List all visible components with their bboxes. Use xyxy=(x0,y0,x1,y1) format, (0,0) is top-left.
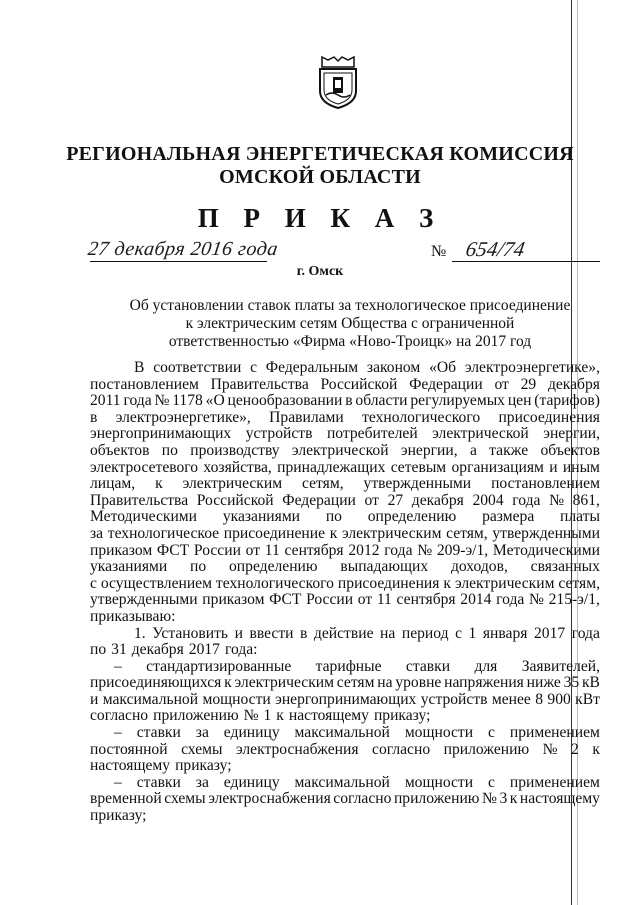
subject-line: ответственностью «Фирма «Ново-Троицк» на 2017 год xyxy=(168,333,532,350)
body-text-line: постановлением Правительства Российской Федерации от 29 декабря xyxy=(90,375,600,393)
number-underline xyxy=(452,261,600,262)
body-text-line: лицам, к электрическим сетям, утвержденными постановлением xyxy=(90,475,600,493)
body-text-line: энергопринимающих устройств потребителей электрической энергии, xyxy=(90,425,600,443)
body-text-line: приказу; xyxy=(90,807,147,825)
body-text-line: Методическими указаниями по определению размера платы xyxy=(90,508,600,526)
subject-line: Об установлении ставок платы за технологическое присоединение xyxy=(129,297,571,314)
body-text-line: – ставки за единицу максимальной мощности с применением xyxy=(114,773,600,791)
coat-of-arms-icon xyxy=(316,55,360,110)
body-text-line: – ставки за единицу максимальной мощности с применением xyxy=(114,724,600,742)
organization-name-line-1: РЕГИОНАЛЬНАЯ ЭНЕРГЕТИЧЕСКАЯ КОМИССИЯ xyxy=(66,143,574,165)
body-text-line: постоянной схемы электроснабжения согласно приложению № 2 к xyxy=(90,740,600,758)
body-text-line: по 31 декабря 2017 года: xyxy=(90,641,258,659)
city: г. Омск xyxy=(296,264,344,279)
order-subject xyxy=(0,297,640,351)
date-underline xyxy=(90,261,267,262)
body-text-line: согласно приложению № 1 к настоящему приказу; xyxy=(90,707,431,725)
body-text-line: 1. Установить и ввести в действие на период с 1 января 2017 года xyxy=(134,624,600,642)
body-text-line: 2011 года № 1178 «О ценообразовании в области регулируемых цен (тарифов) xyxy=(90,392,600,410)
body-text-line: в электроэнергетике», Правилами технологического присоединения xyxy=(90,408,600,426)
organization-name-line-2: ОМСКОЙ ОБЛАСТИ xyxy=(219,166,421,188)
subject-line: к электрическим сетям Общества с ограниченной xyxy=(185,315,515,332)
body-text-line: – стандартизированные тарифные ставки для Заявителей, xyxy=(114,657,600,675)
order-number-handwritten: 654/74 xyxy=(463,237,527,261)
body-text-line: утвержденными приказом ФСТ России от 11 сентября 2014 года № 215-э/1, xyxy=(90,591,600,609)
body-text-line: присоединяющихся к электрическим сетям на уровне напряжения ниже 35 кВ xyxy=(90,674,600,692)
order-date-handwritten: 27 декабря 2016 года xyxy=(86,238,280,260)
body-text-line: приказом ФСТ России от 11 сентября 2012 года № 209-э/1, Методическими xyxy=(90,541,600,559)
body-text-line: временной схемы электроснабжения согласно приложению № 3 к настоящему xyxy=(90,790,600,808)
body-text-line: приказываю: xyxy=(90,607,176,625)
number-sign: № xyxy=(431,243,447,260)
body-text-line: за технологическое присоединение к электрическим сетям, утвержденными xyxy=(90,524,600,542)
body-text-line: с осуществлением технологического присоединения к электрическим сетям, xyxy=(90,574,600,592)
body-text-line: настоящему приказу; xyxy=(90,757,232,775)
body-text-line: и максимальной мощности энергопринимающих устройств менее 8 900 кВт xyxy=(90,690,600,708)
document-type-title: П Р И К А З xyxy=(197,203,443,233)
body-text-line: В соответствии с Федеральным законом «Об электроэнергетике», xyxy=(134,359,600,376)
body-text-line: указаниями по определению выпадающих доходов, связанных xyxy=(90,558,600,576)
body-text-line: объектов по производству электрической энергии, а также объектов xyxy=(90,441,600,459)
body-text-line: электросетевого хозяйства, принадлежащих сетевым организациям и иным xyxy=(90,458,600,476)
order-body-text xyxy=(90,360,600,825)
body-text-line: Правительства Российской Федерации от 27 декабря 2004 года № 861, xyxy=(90,491,600,509)
